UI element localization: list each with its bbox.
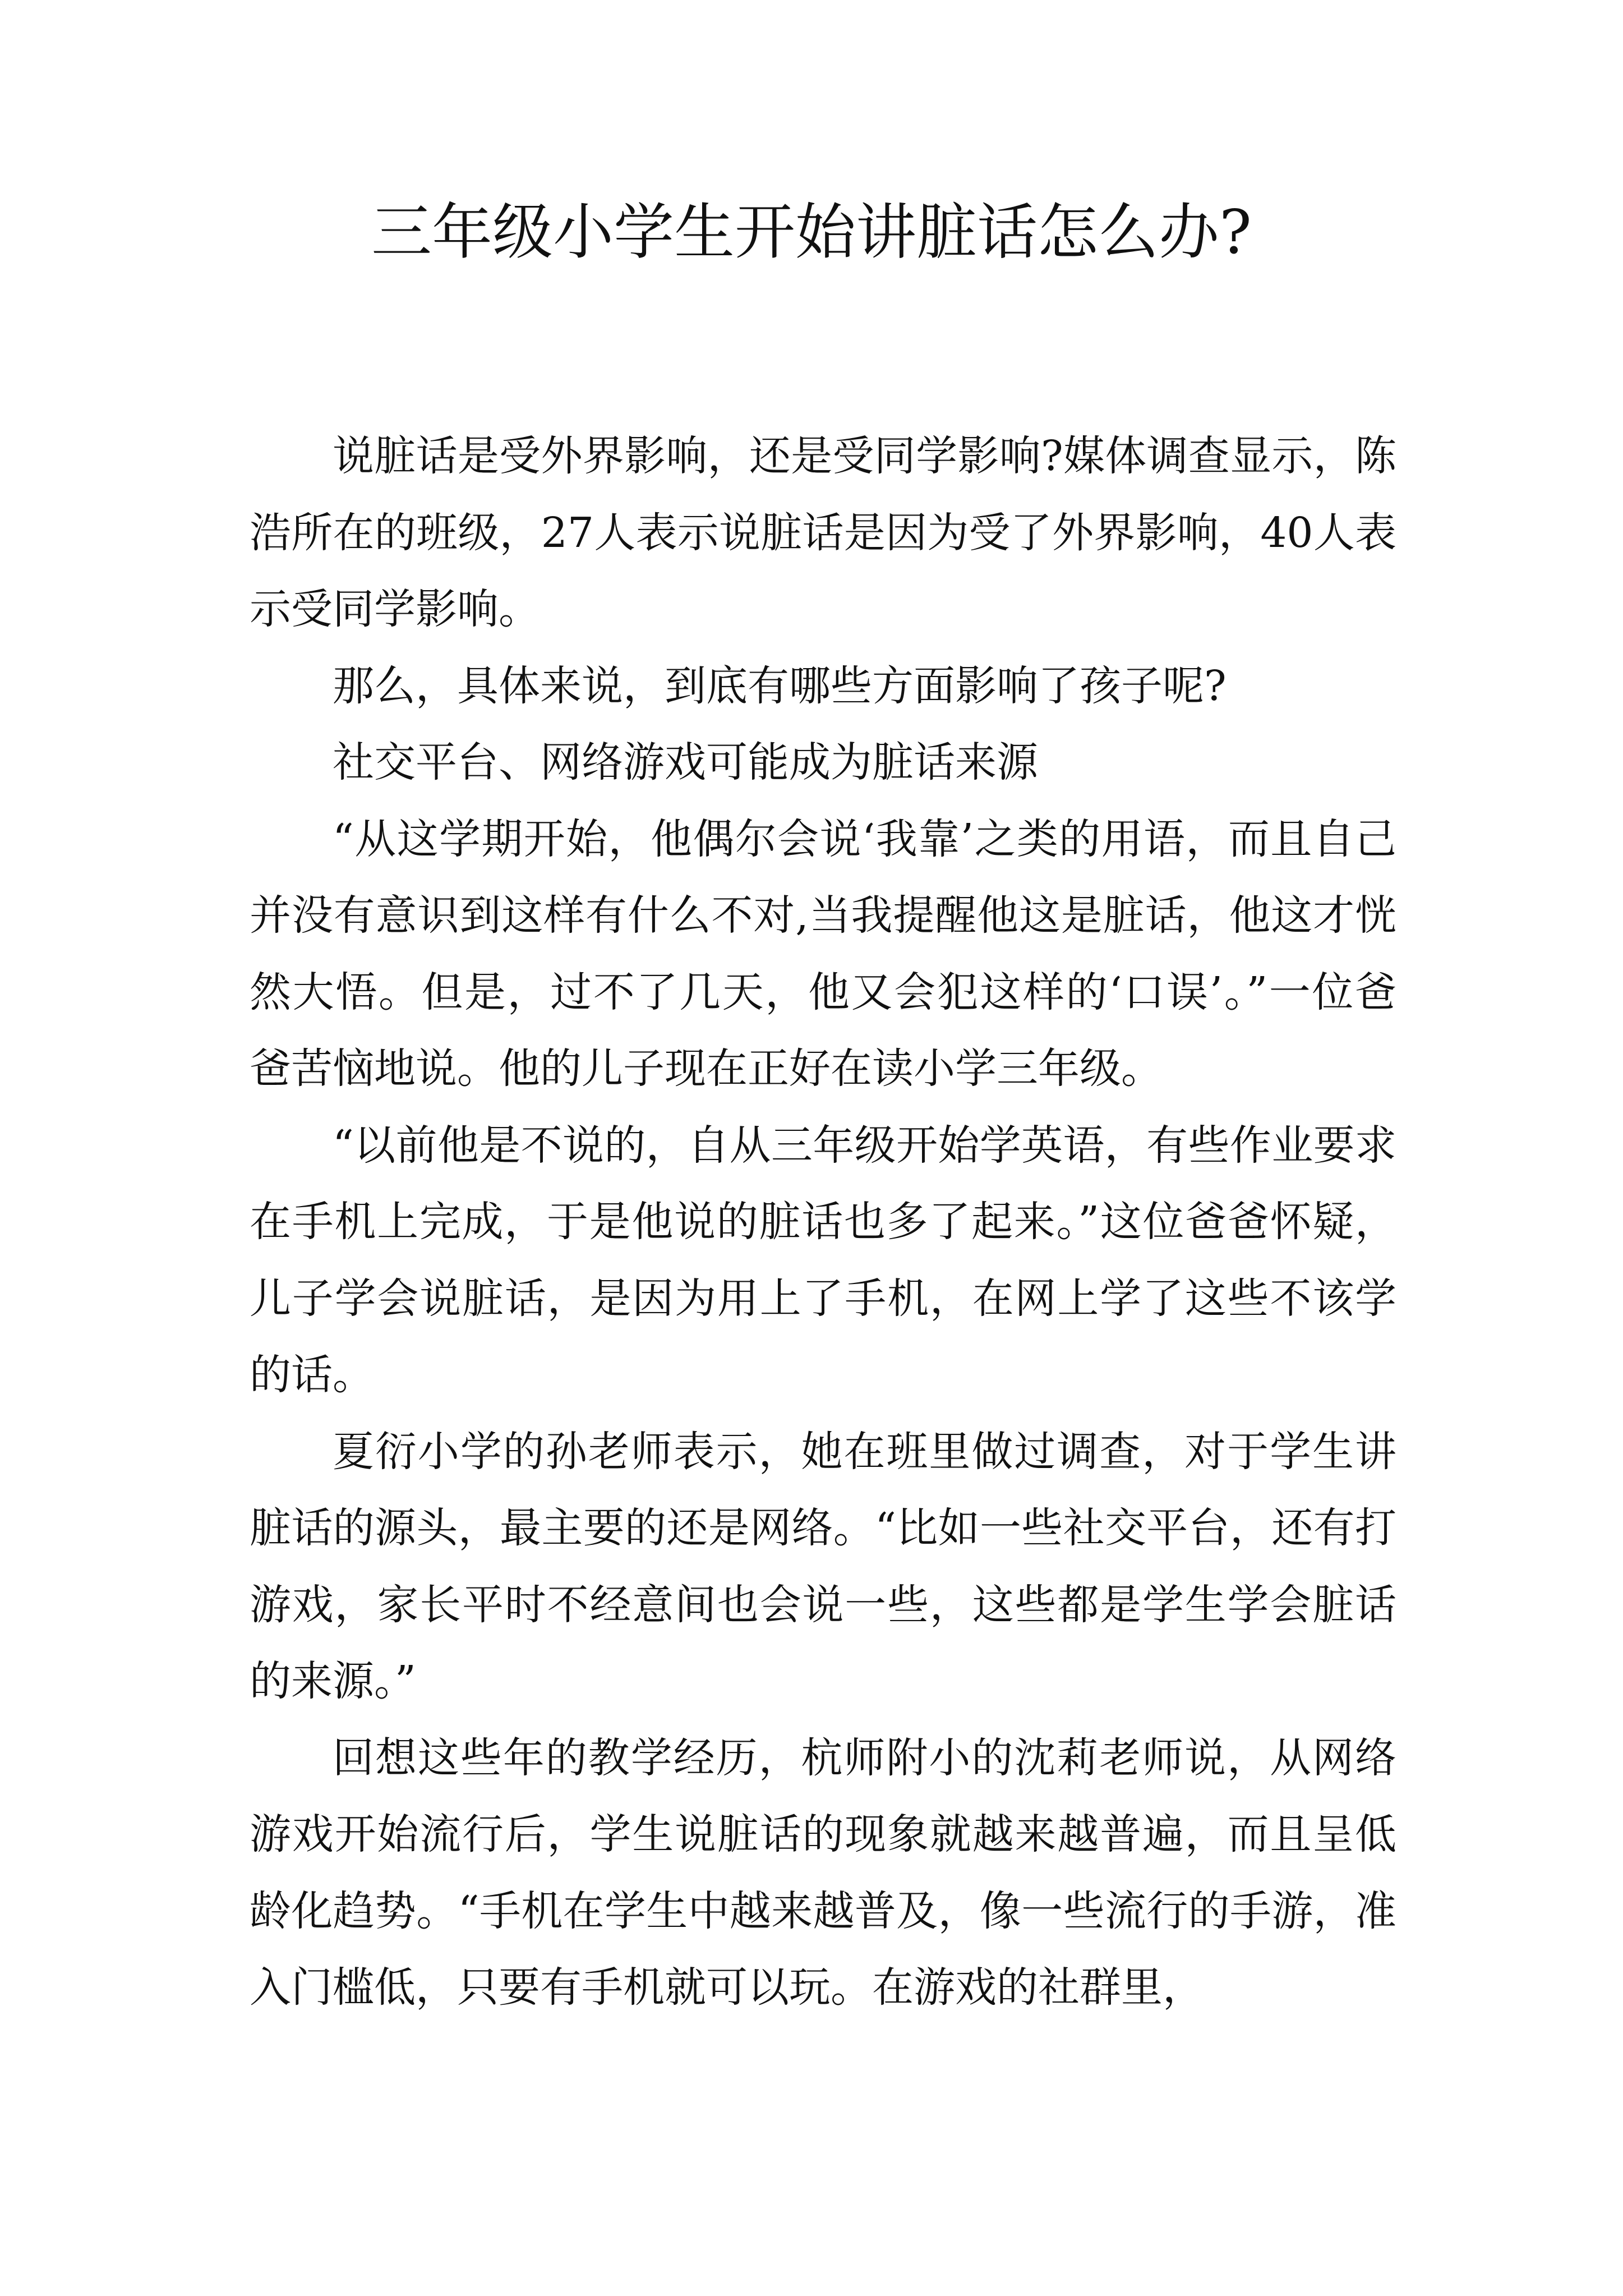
section-heading: 社交平台、网络游戏可能成为脏话来源 (333, 738, 1038, 786)
paragraph-4: “以前他是不说的，自从三年级开始学英语，有些作业要求在手机上完成，于是他说的脏话也多了起来。”这位爸爸怀疑，儿子学会说脏话，是因为用上了手机，在网上学了这些不该学的话。 (250, 1121, 1396, 1399)
paragraph-3: “从这学期开始，他偶尔会说‘我靠’之类的用语，而且自己并没有意识到这样有什么不对,当我提醒他这是脏话，他这才恍然大悟。但是，过不了几天，他又会犯这样的‘口误’。”一位爸爸苦恼地说。他的儿子现在正好在读小学三年级。 (250, 815, 1396, 1093)
paragraph-1: 说脏话是受外界影响，还是受同学影响?媒体调查显示，陈浩所在的班级，27人表示说脏话是因为受了外界影响，40人表示受同学影响。 (250, 432, 1396, 633)
document-body (250, 418, 1396, 2026)
paragraph-5: 夏衍小学的孙老师表示，她在班里做过调查，对于学生讲脏话的源头，最主要的还是网络。“比如一些社交平台，还有打游戏，家长平时不经意间也会说一些，这些都是学生学会脏话的来源。” (250, 1427, 1396, 1705)
document-title: 三年级小学生开始讲脏话怎么办? (371, 197, 1252, 268)
paragraph-2: 那么，具体来说，到底有哪些方面影响了孩子呢? (333, 661, 1227, 710)
paragraph-6: 回想这些年的教学经历，杭师附小的沈莉老师说，从网络游戏开始流行后，学生说脏话的现象就越来越普遍，而且呈低龄化趋势。“手机在学生中越来越普及，像一些流行的手游，准入门槛低，只要有手机就可以玩。在游戏的社群里， (250, 1733, 1396, 2012)
